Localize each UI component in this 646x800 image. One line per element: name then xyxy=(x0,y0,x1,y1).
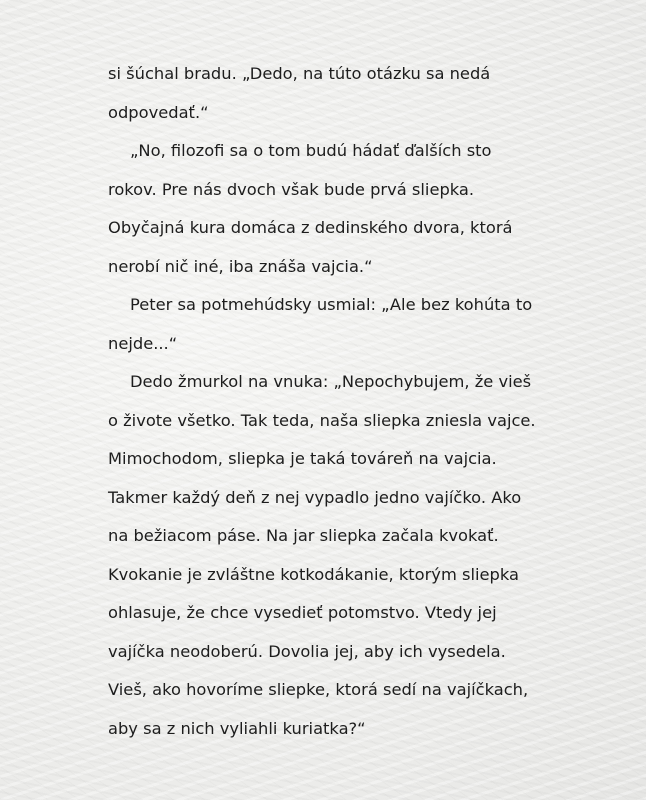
text-line-6: nerobí nič iné, iba znáša vajcia.“ xyxy=(108,256,373,276)
text-line-15: ohlasuje, že chce vysedieť potomstvo. Vtedy jej xyxy=(108,603,497,622)
text-line-18: aby sa z nich vyliahli kuriatka?“ xyxy=(108,718,366,738)
text-line-8: nejde...“ xyxy=(108,333,178,353)
text-line-9: Dedo žmurkol na vnuka: „Nepochybujem, že vieš xyxy=(130,372,532,391)
text-line-11: Mimochodom, sliepka je taká továreň na vajcia. xyxy=(108,449,497,468)
text-line-14: Kvokanie je zvláštne kotkodákanie, ktorým sliepka xyxy=(108,564,519,584)
text-line-4: rokov. Pre nás dvoch však bude prvá sliepka. xyxy=(108,179,475,199)
page-text xyxy=(108,55,578,748)
text-line-17: Vieš, ako hovoríme sliepke, ktorá sedí na vajíčkach, xyxy=(108,680,529,699)
text-line-2: odpovedať.“ xyxy=(108,102,209,122)
text-line-1: si šúchal bradu. „Dedo, na túto otázku sa nedá xyxy=(108,64,491,83)
text-line-7: Peter sa potmehúdsky usmial: „Ale bez kohúta to xyxy=(130,295,533,314)
text-line-10: o živote všetko. Tak teda, naša sliepka zniesla vajce. xyxy=(108,410,536,430)
text-line-5: Obyčajná kura domáca z dedinského dvora, ktorá xyxy=(108,218,513,237)
text-line-16: vajíčka neodoberú. Dovolia jej, aby ich vysedela. xyxy=(108,641,506,661)
text-line-12: Takmer každý deň z nej vypadlo jedno vajíčko. Ako xyxy=(108,487,522,507)
text-line-13: na bežiacom páse. Na jar sliepka začala kvokať. xyxy=(108,526,499,545)
text-line-3: „No, filozofi sa o tom budú hádať ďalších sto xyxy=(130,141,492,160)
